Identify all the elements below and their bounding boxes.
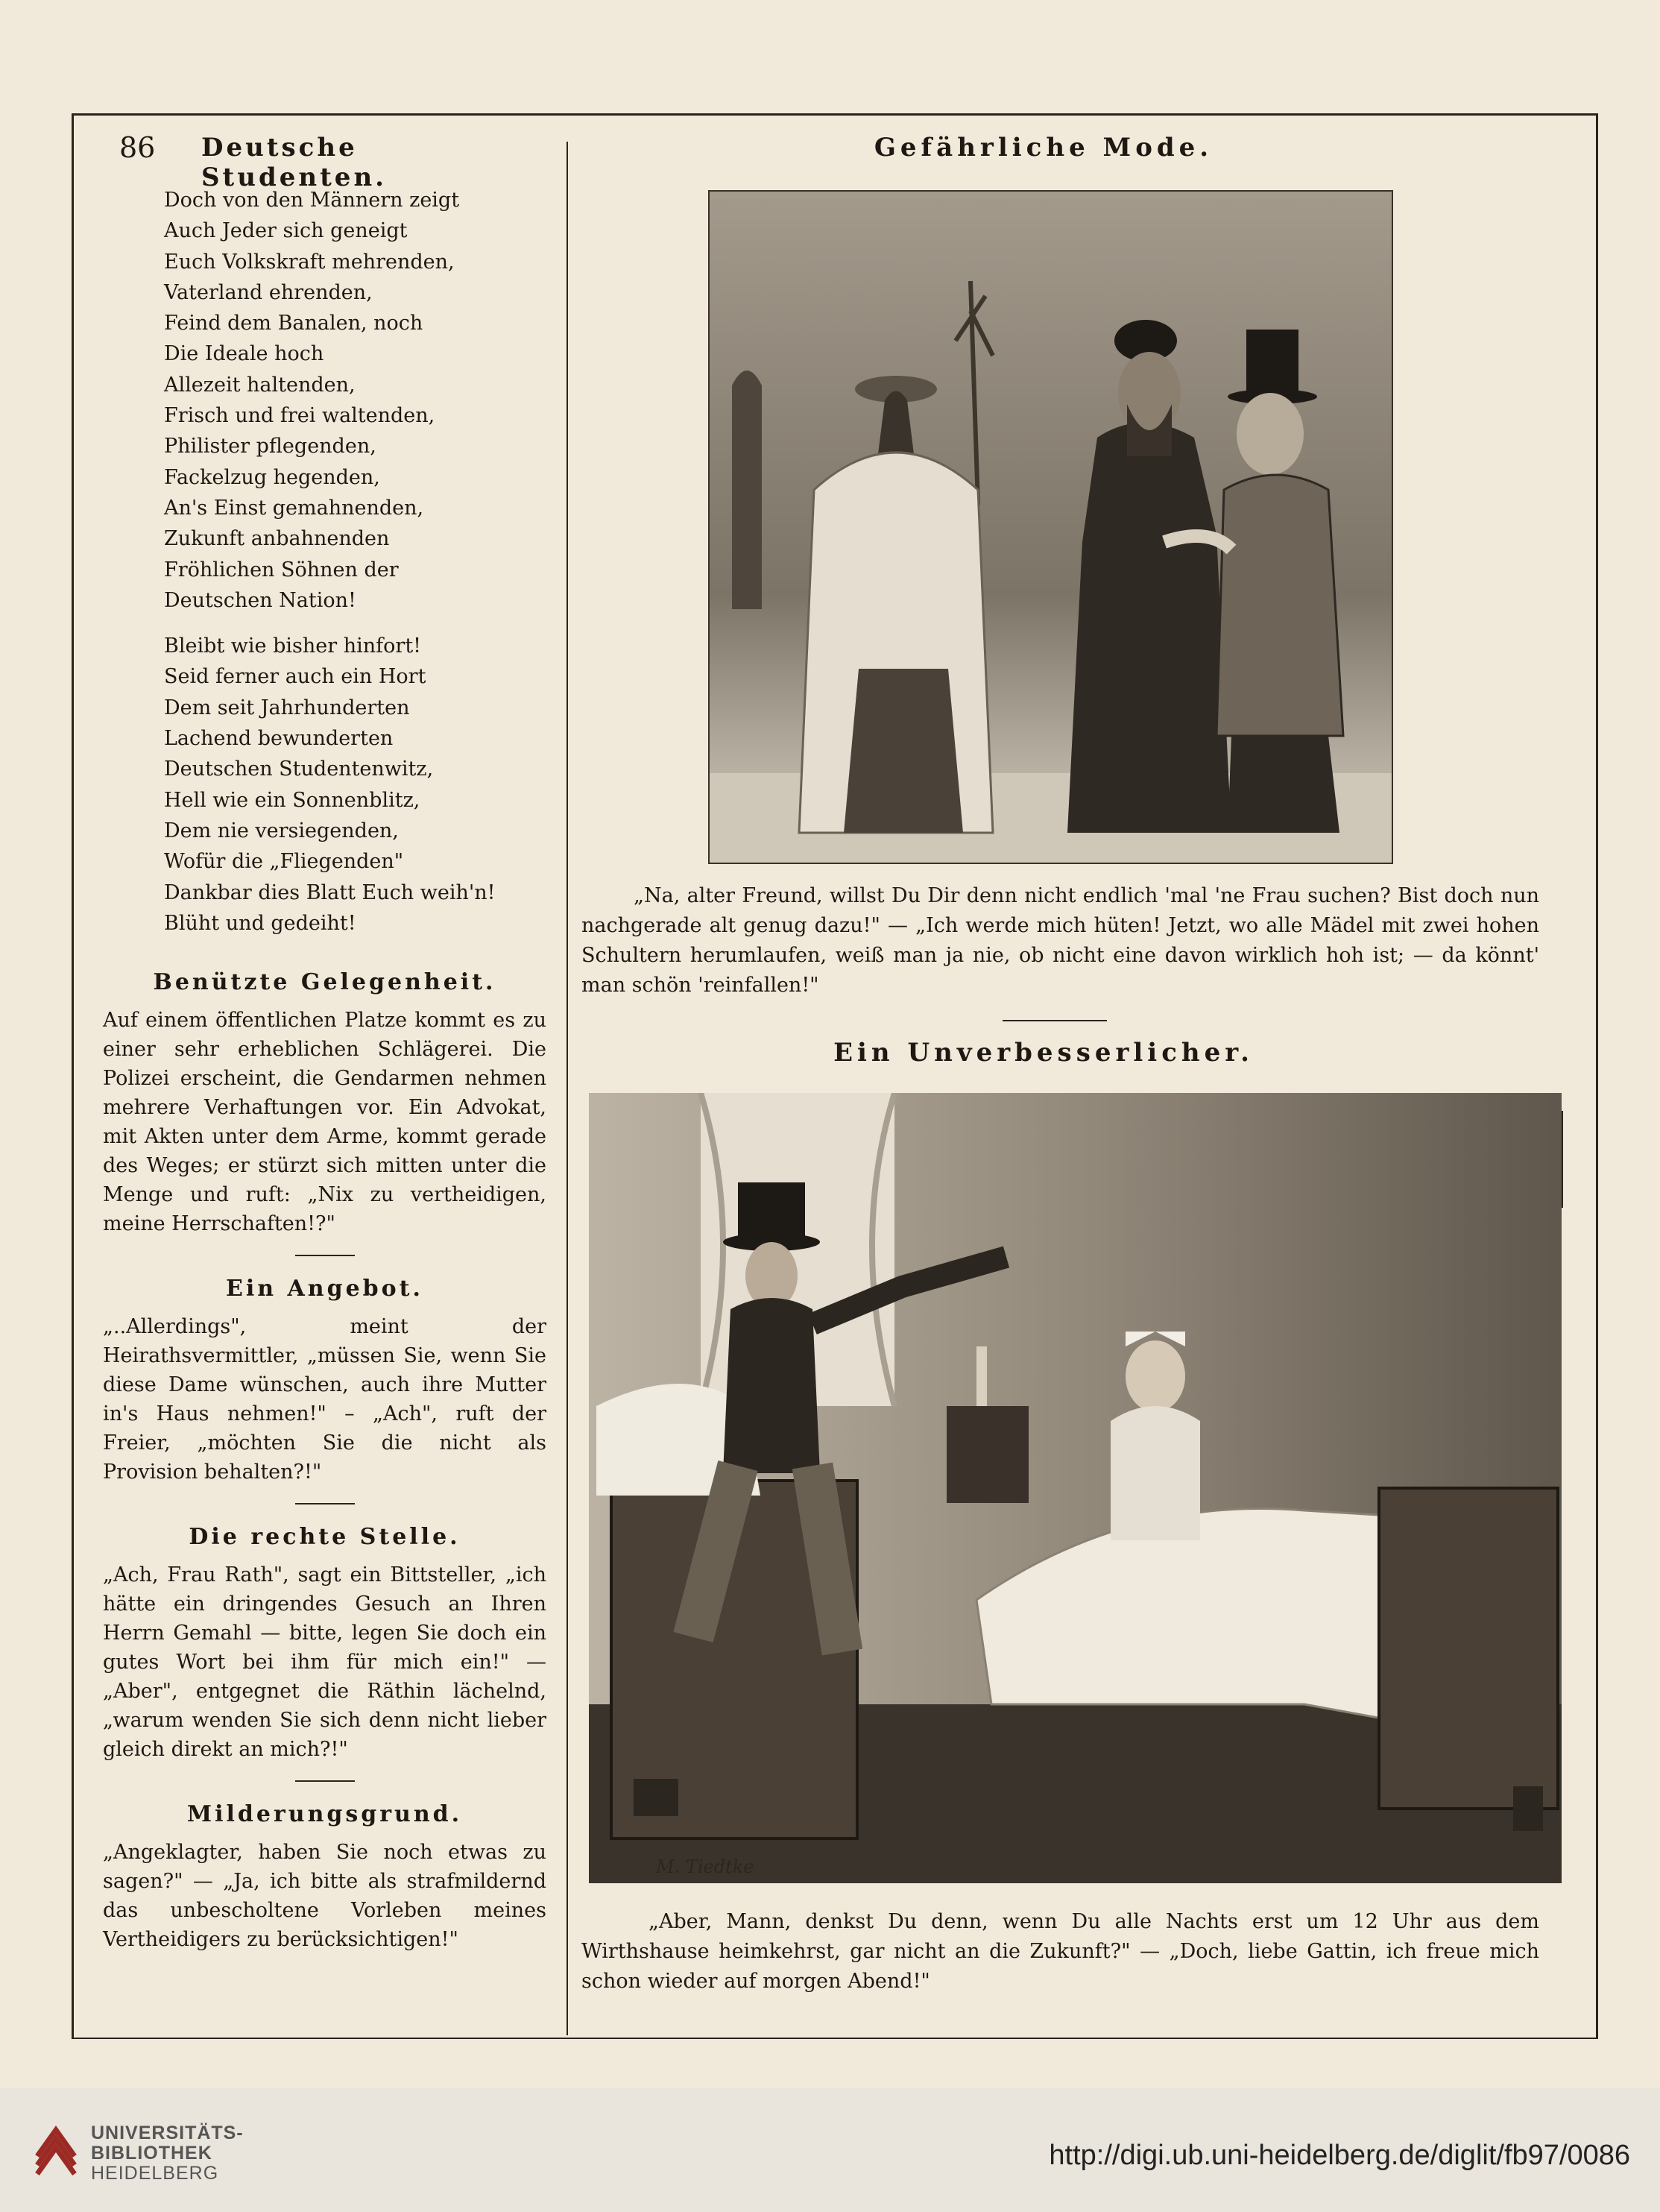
logo-line: HEIDELBERG <box>91 2163 219 2184</box>
section-title: Die rechte Stelle. <box>189 1524 461 1550</box>
poem-line: Wofür die „Fliegenden" <box>164 850 404 874</box>
illustration-title: Gefährliche Mode. <box>874 133 1214 163</box>
page-number: 86 <box>119 131 156 164</box>
section-text: „..Allerdings", meint der Heirathsvermittler, „müssen Sie, wenn Sie diese Dame wünschen, auch ihre Mutter in's Haus nehmen!" – „Ach", ruft der Freier, „möchten Sie die nicht als Provision behalten?!" <box>103 1315 546 1484</box>
poem-line: Euch Volkskraft mehrenden, <box>164 250 455 274</box>
poem-line: Dem seit Jahrhunderten <box>164 696 410 719</box>
poem-line: Fröhlichen Söhnen der <box>164 558 399 582</box>
poem-line: Allezeit haltenden, <box>164 373 356 397</box>
section-text: „Angeklagter, haben Sie noch etwas zu sagen?" — „Ja, ich bitte als strafmildernd das unbescholtene Vorleben meines Vertheidigers zu berücksichtigen!" <box>103 1841 546 1951</box>
poem <box>164 185 496 939</box>
logo-line: UNIVERSITÄTS- <box>91 2123 244 2143</box>
poem-line: Seid ferner auch ein Hort <box>164 665 426 689</box>
poem-line: Zukunft anbahnenden <box>164 527 390 551</box>
poem-line: Fackelzug hegenden, <box>164 465 380 489</box>
illustration-caption: „Na, alter Freund, willst Du Dir denn nicht endlich 'mal 'ne Frau suchen? Bist doch nun nachgerade alt genug dazu!" — „Ich werde mich hüten! Jetzt, wo alle Mädel mit zwei hohen Schultern herumlaufen, weiß man ja nie, ob nicht eine davon wirklich hoh ist; — da könnt' man schön 'reinfallen!" <box>581 884 1539 997</box>
poem-line: Dem nie versiegenden, <box>164 819 399 842</box>
section-text: „Ach, Frau Rath", sagt ein Bittsteller, „ich hätte ein dringendes Gesuch an Ihren Herrn Gemahl — bitte, legen Sie doch ein gutes Wort bei ihm für mich ein!" — „Aber", entgegnet die Räthin lächelnd, „warum wenden Sie sich denn nicht lieber gleich direkt an mich?!" <box>103 1563 546 1761</box>
section-title: Ein Angebot. <box>226 1276 423 1302</box>
poem-line: Doch von den Männern zeigt <box>164 189 460 212</box>
library-logo-icon <box>30 2111 82 2189</box>
section-text: Auf einem öffentlichen Platze kommt es zu einer sehr erheblichen Schlägerei. Die Polizei erscheint, die Gendarmen nehmen mehrere Verhaftungen vor. Ein Advokat, mit Akten unter dem Arme, kommt gerade des Weges; er stürzt sich mitten unter die Menge und ruft: „Nix zu vertheidigen, meine Herrschaften!?" <box>103 1009 546 1235</box>
anecdotes <box>103 969 546 1954</box>
poem-line: Frisch und frei waltenden, <box>164 404 435 428</box>
poem-line: Die Ideale hoch <box>164 342 324 366</box>
poem-line: Hell wie ein Sonnenblitz, <box>164 788 420 812</box>
poem-line: Lachend bewunderten <box>164 727 394 751</box>
poem-line: Deutschen Studentenwitz, <box>164 757 434 781</box>
separator-rule <box>295 1503 355 1504</box>
right-margin-rule <box>1562 1111 1563 1208</box>
library-logo-text <box>91 2123 244 2184</box>
section-title: Milderungsgrund. <box>186 1801 463 1827</box>
poem-line: Auch Jeder sich geneigt <box>164 219 408 243</box>
separator-rule <box>1003 1020 1107 1021</box>
poem-line: Vaterland ehrenden, <box>164 280 373 304</box>
poem-line: An's Einst gemahnenden, <box>164 496 424 520</box>
section-title: Benützte Gelegenheit. <box>153 969 496 995</box>
poem-line: Deutschen Nation! <box>164 588 356 612</box>
column-divider <box>567 142 568 2035</box>
separator-rule <box>295 1780 355 1782</box>
illustration-title: Ein Unverbesserlicher. <box>833 1038 1254 1068</box>
illustration-gentlemen-and-lady <box>708 190 1393 864</box>
running-title: Deutsche Studenten. <box>201 133 387 192</box>
poem-line: Dankbar dies Blatt Euch weih'n! <box>164 880 496 904</box>
artist-signature: M. Tiedtke <box>656 1856 754 1877</box>
illustration-caption: „Aber, Mann, denkst Du denn, wenn Du alle Nachts erst um 12 Uhr aus dem Wirthshause heimkehrst, gar nicht an die Zukunft?" — „Doch, liebe Gattin, ich freue mich schon wieder auf morgen Abend!" <box>581 1910 1539 1993</box>
poem-line: Blüht und gedeiht! <box>164 911 356 935</box>
illustration-bedroom-scene <box>589 1093 1562 1883</box>
poem-line: Philister pflegenden, <box>164 435 376 459</box>
source-url-link[interactable]: http://digi.ub.uni-heidelberg.de/diglit/fb97/0086 <box>1049 2140 1630 2171</box>
logo-line: BIBLIOTHEK <box>91 2143 212 2164</box>
poem-line: Feind dem Banalen, noch <box>164 312 423 335</box>
separator-rule <box>295 1255 355 1256</box>
poem-line: Bleibt wie bisher hinfort! <box>164 634 422 658</box>
